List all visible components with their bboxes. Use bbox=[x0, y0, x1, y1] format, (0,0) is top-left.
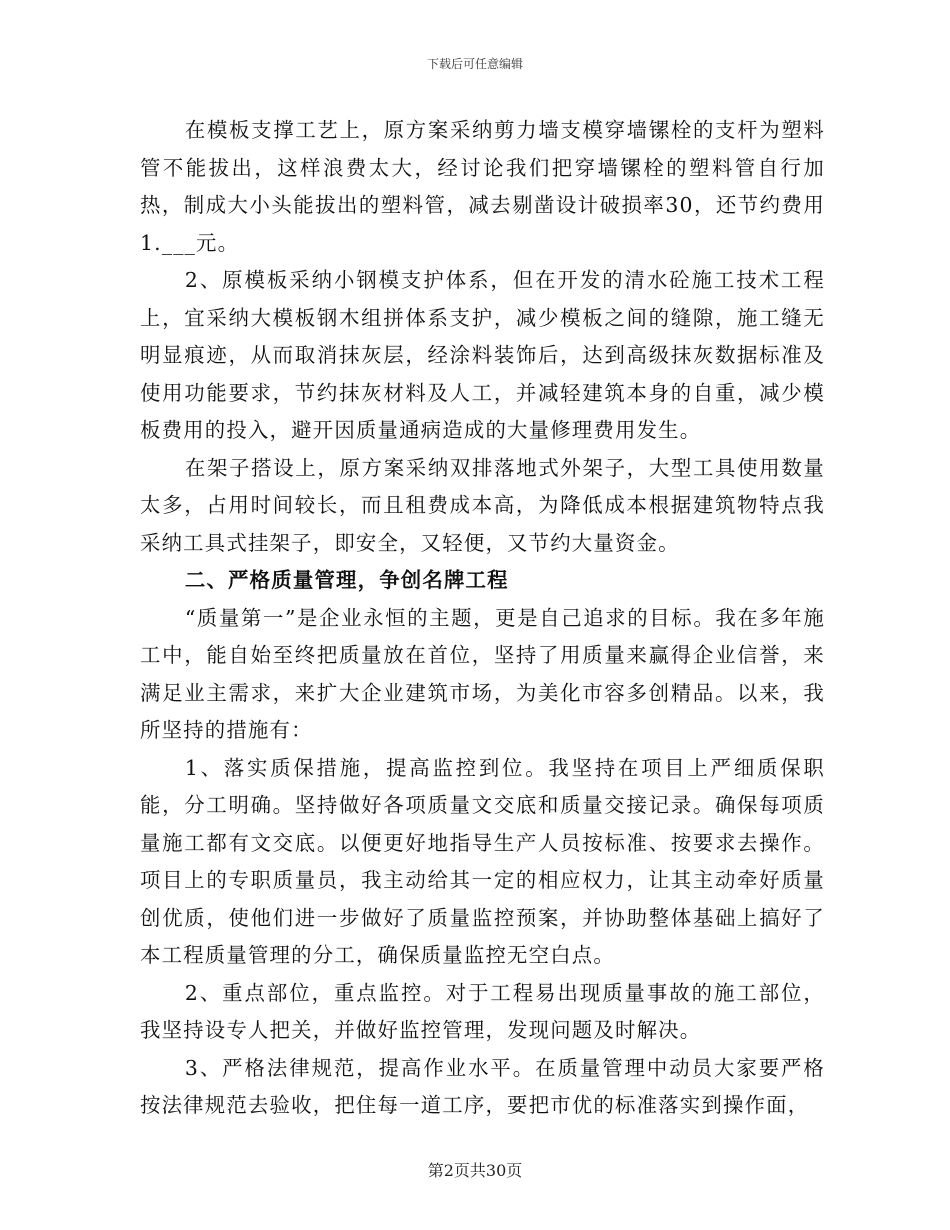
paragraph-scaffolding: 在架子搭设上，原方案采纳双排落地式外架子，大型工具使用数量太多，占用时间较长，而且租费成本高，为降低成本根据建筑物特点我采纳工具式挂架子，即安全，又轻便，又节约大量资金。 bbox=[140, 455, 825, 555]
paragraph-measure-3: 3、严格法律规范，提高作业水平。在质量管理中动员大家要严格按法律规范去验收，把住每一道工序，要把市优的标准落实到操作面， bbox=[140, 1055, 825, 1117]
page-footer: 第2页共30页 bbox=[427, 1161, 523, 1180]
paragraph-measure-1: 1、落实质保措施，提高监控到位。我坚持在项目上严细质保职能，分工明确。坚持做好各项质量文交底和质量交接记录。确保每项质量施工都有文交底。以便更好地指导生产人员按标准、按要求去操作。项目上的专职质量员，我主动给其一定的相应权力，让其主动牵好质量创优质，使他们进一步做好了质量监控预案，并协助整体基础上搞好了本工程质量管理的分工，确保质量监控无空白点。 bbox=[140, 755, 825, 967]
section-heading-quality: 二、严格质量管理，争创名牌工程 bbox=[184, 568, 509, 592]
paragraph-formwork-support: 在模板支撑工艺上，原方案采纳剪力墙支模穿墙镙栓的支杆为塑料管不能拔出，这样浪费太大，经讨论我们把穿墙镙栓的塑料管自行加热，制成大小头能拔出的塑料管，减去剔凿设计破损率30，还节约费用1.___元。 bbox=[140, 118, 825, 255]
paragraph-quality-first: “质量第一”是企业永恒的主题，更是自己追求的目标。我在多年施工中，能自始至终把质量放在首位，坚持了用质量来赢得企业信誉，来满足业主需求，来扩大企业建筑市场，为美化市容多创精品。以来，我所坚持的措施有： bbox=[140, 605, 825, 742]
paragraph-measure-2: 2、重点部位，重点监控。对于工程易出现质量事故的施工部位，我坚持设专人把关，并做好监控管理，发现问题及时解决。 bbox=[140, 980, 825, 1042]
page-header: 下载后可任意编辑 bbox=[426, 57, 523, 71]
paragraph-formwork-system: 2、原模板采纳小钢模支护体系，但在开发的清水砼施工技术工程上，宜采纳大模板钢木组拼体系支护，减少模板之间的缝隙，施工缝无明显痕迹，从而取消抹灰层，经涂料装饰后，达到高级抹灰数据标准及使用功能要求，节约抹灰材料及人工，并减轻建筑本身的自重，减少模板费用的投入，避开因质量通病造成的大量修理费用发生。 bbox=[140, 268, 825, 442]
document-body bbox=[140, 112, 825, 1125]
